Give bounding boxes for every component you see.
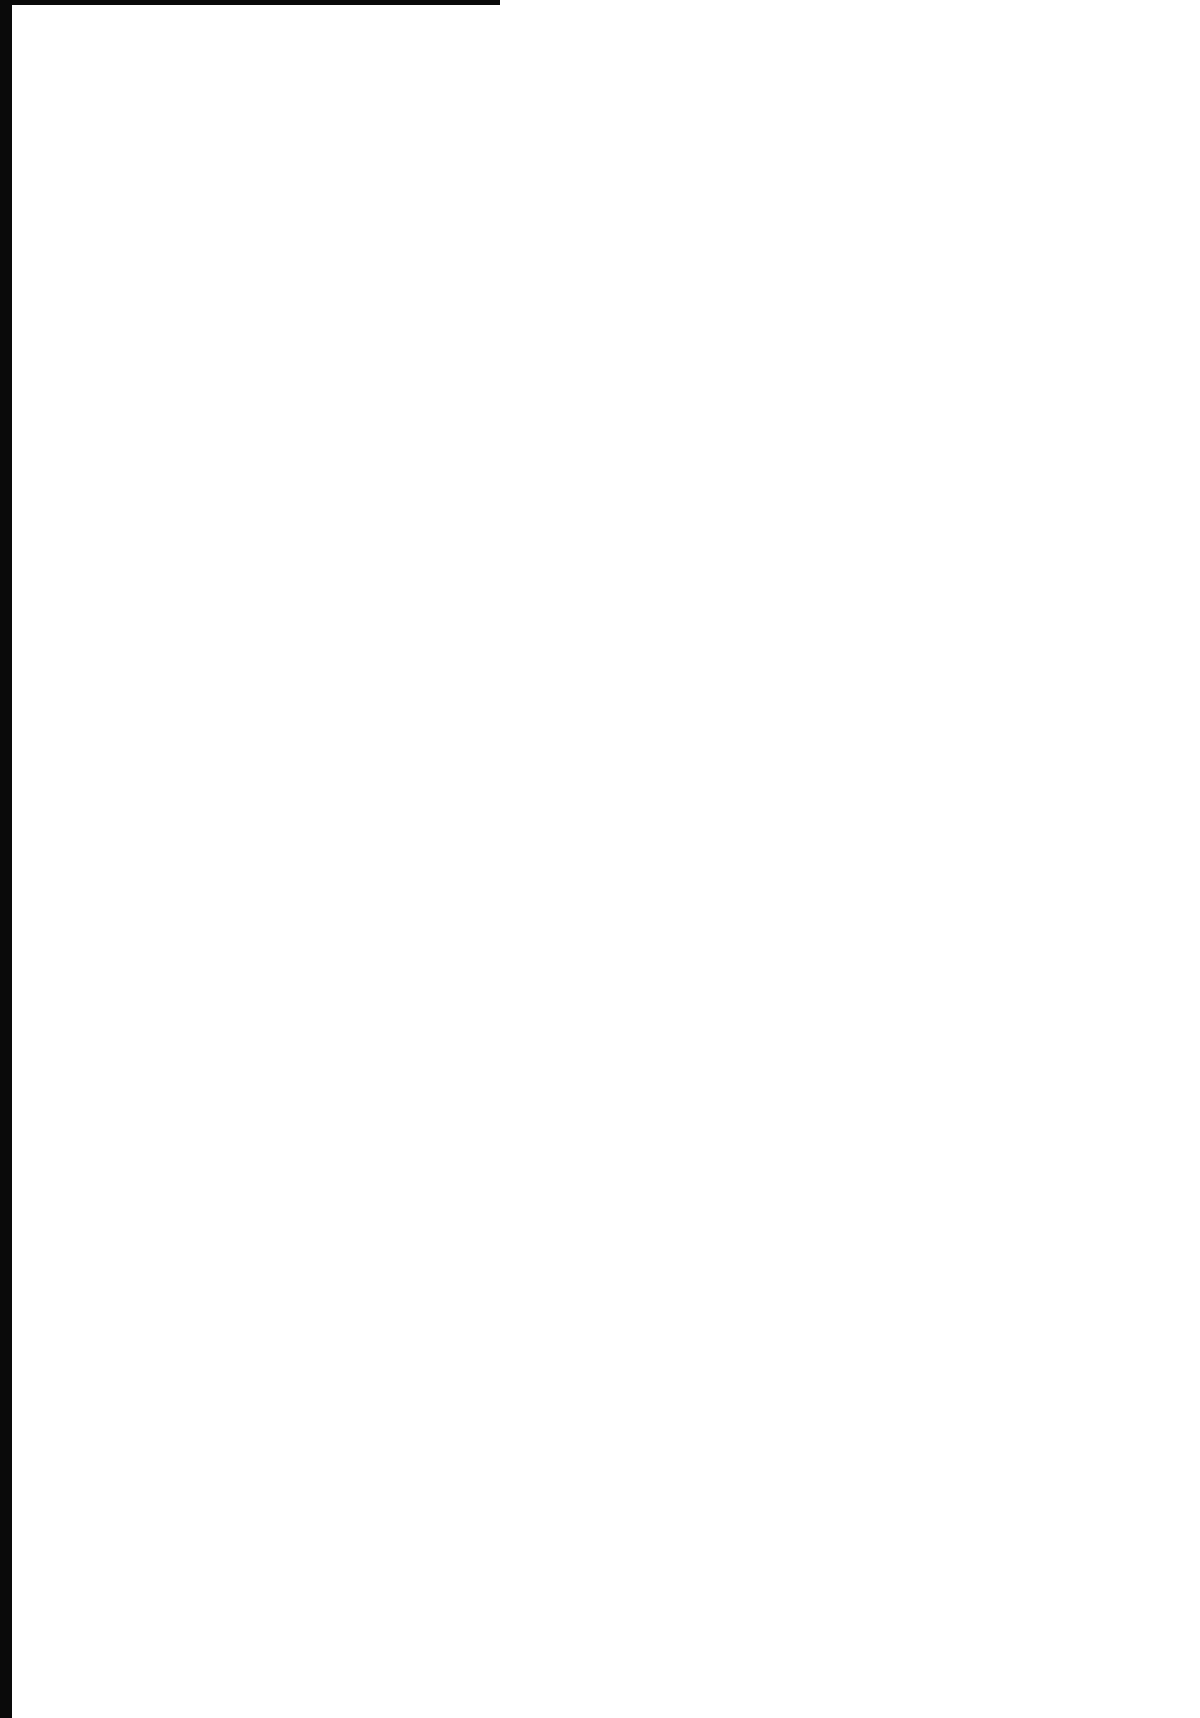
scan-edge-left bbox=[0, 0, 12, 1718]
rotated-page bbox=[1180, 40, 1200, 1660]
budget-table bbox=[1180, 40, 1200, 1660]
scan-edge-top bbox=[0, 0, 500, 5]
